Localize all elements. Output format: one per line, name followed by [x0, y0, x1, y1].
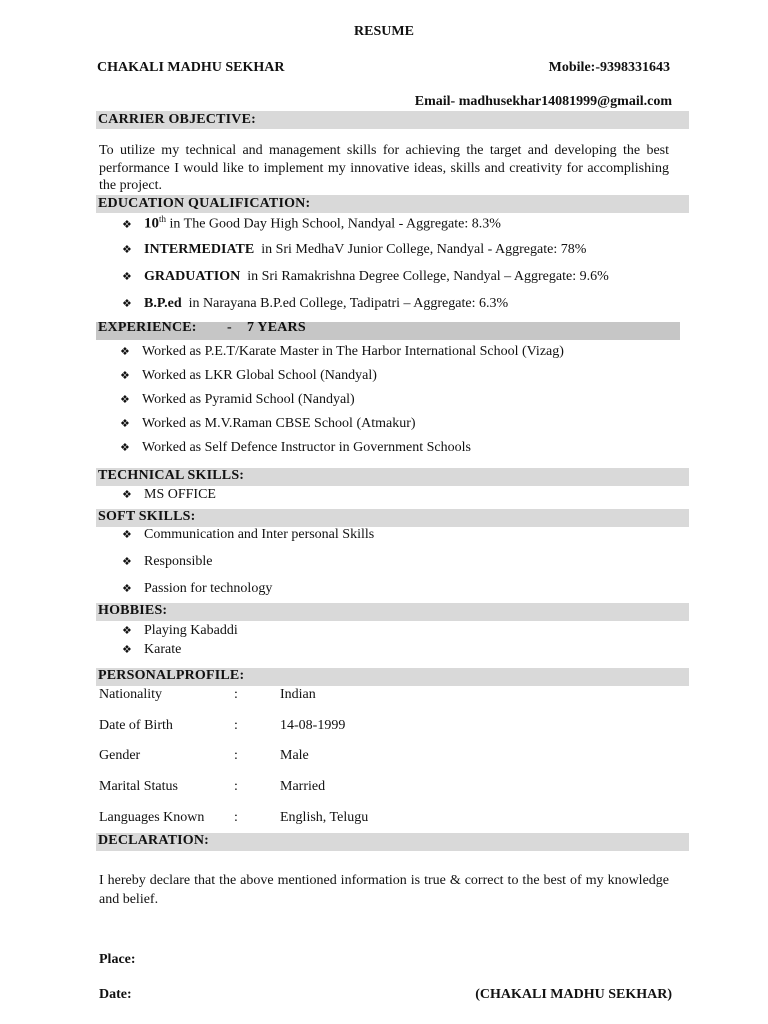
objective-text: To utilize my technical and management skills for achieving the target and developing the best performance I would like to implement my innovative ideas, skills and creativity for accomplishing the project.	[99, 143, 669, 193]
soft-skill-text: Communication and Inter personal Skills	[144, 527, 375, 542]
profile-separator: :	[234, 810, 238, 825]
section-bar-hobbies	[96, 603, 689, 621]
education-item	[122, 296, 508, 312]
section-heading-profile: PERSONALPROFILE:	[98, 668, 245, 683]
diamond-bullet-icon: ❖	[122, 218, 132, 231]
experience-item	[120, 416, 416, 432]
experience-item	[120, 392, 355, 408]
resume-title: RESUME	[354, 24, 414, 39]
experience-text: Worked as P.E.T/Karate Master in The Harbor International School (Vizag)	[142, 344, 564, 359]
profile-value: English, Telugu	[280, 810, 369, 825]
experience-item	[120, 440, 471, 456]
section-heading-soft: SOFT SKILLS:	[98, 509, 196, 524]
profile-label: Marital Status	[99, 779, 178, 794]
profile-separator: :	[234, 718, 238, 733]
diamond-bullet-icon: ❖	[122, 556, 132, 568]
section-heading-technical: TECHNICAL SKILLS:	[98, 468, 245, 483]
diamond-bullet-icon: ❖	[120, 442, 130, 454]
education-title: INTERMEDIATE	[144, 242, 255, 257]
education-detail: in Sri MedhaV Junior College, Nandyal - Aggregate: 78%	[254, 242, 587, 257]
diamond-bullet-icon: ❖	[122, 489, 132, 501]
education-detail: in The Good Day High School, Nandyal - Aggregate: 8.3%	[166, 216, 501, 232]
experience-item	[120, 368, 377, 384]
mobile-number: Mobile:-9398331643	[548, 60, 670, 75]
soft-skill-item	[122, 581, 272, 597]
diamond-bullet-icon: ❖	[122, 644, 132, 656]
experience-text: Worked as M.V.Raman CBSE School (Atmakur)	[142, 416, 416, 431]
diamond-bullet-icon: ❖	[120, 394, 130, 406]
section-heading-objective: CARRIER OBJECTIVE:	[98, 112, 257, 127]
section-heading-hobbies: HOBBIES:	[98, 603, 168, 618]
profile-separator: :	[234, 779, 238, 794]
hobby-item	[122, 642, 181, 658]
signature-name: (CHAKALI MADHU SEKHAR)	[475, 987, 672, 1002]
education-superscript: th	[159, 214, 167, 224]
declaration-text: I hereby declare that the above mentioned information is true & correct to the best of my knowledge and belief.	[99, 873, 669, 907]
profile-label: Gender	[99, 748, 141, 763]
profile-separator: :	[234, 748, 238, 763]
soft-skill-item	[122, 527, 374, 543]
experience-item	[120, 344, 564, 360]
experience-text: Worked as Self Defence Instructor in Government Schools	[142, 440, 471, 455]
experience-dash: -	[227, 320, 232, 335]
profile-separator: :	[234, 687, 238, 702]
section-heading-education: EDUCATION QUALIFICATION:	[98, 196, 311, 211]
soft-skill-item	[122, 554, 212, 570]
place-label: Place:	[99, 952, 136, 967]
experience-text: Worked as LKR Global School (Nandyal)	[142, 368, 377, 383]
education-item	[122, 242, 586, 258]
education-title: B.P.ed	[144, 296, 182, 311]
diamond-bullet-icon: ❖	[122, 271, 132, 283]
section-heading-declaration: DECLARATION:	[98, 833, 210, 848]
technical-item	[122, 487, 216, 503]
date-label: Date:	[99, 987, 132, 1002]
profile-value: Indian	[280, 687, 316, 702]
education-item	[122, 214, 501, 233]
diamond-bullet-icon: ❖	[120, 346, 130, 358]
experience-text: Worked as Pyramid School (Nandyal)	[142, 392, 355, 407]
profile-value: Married	[280, 779, 326, 794]
diamond-bullet-icon: ❖	[122, 625, 132, 637]
experience-years: 7 YEARS	[247, 320, 306, 335]
hobby-text: Playing Kabaddi	[144, 623, 238, 638]
profile-value: 14-08-1999	[280, 718, 346, 733]
section-heading-experience: EXPERIENCE:	[98, 320, 197, 335]
profile-value: Male	[280, 748, 309, 763]
education-item	[122, 269, 609, 285]
education-detail: in Narayana B.P.ed College, Tadipatri – Aggregate: 6.3%	[181, 296, 509, 311]
technical-text: MS OFFICE	[144, 487, 216, 502]
email-address: Email- madhusekhar14081999@gmail.com	[414, 94, 672, 109]
education-title: GRADUATION	[144, 269, 241, 284]
diamond-bullet-icon: ❖	[122, 298, 132, 310]
soft-skill-text: Responsible	[144, 554, 213, 569]
diamond-bullet-icon: ❖	[120, 370, 130, 382]
diamond-bullet-icon: ❖	[122, 583, 132, 595]
profile-label: Languages Known	[99, 810, 205, 825]
candidate-name: CHAKALI MADHU SEKHAR	[97, 60, 285, 75]
hobby-text: Karate	[144, 642, 182, 657]
soft-skill-text: Passion for technology	[144, 581, 273, 596]
profile-label: Date of Birth	[99, 718, 173, 733]
diamond-bullet-icon: ❖	[120, 418, 130, 430]
profile-label: Nationality	[99, 687, 162, 702]
diamond-bullet-icon: ❖	[122, 244, 132, 256]
diamond-bullet-icon: ❖	[122, 529, 132, 541]
education-detail: in Sri Ramakrishna Degree College, Nandyal – Aggregate: 9.6%	[240, 269, 609, 284]
education-title: 10	[144, 215, 159, 232]
hobby-item	[122, 623, 238, 639]
